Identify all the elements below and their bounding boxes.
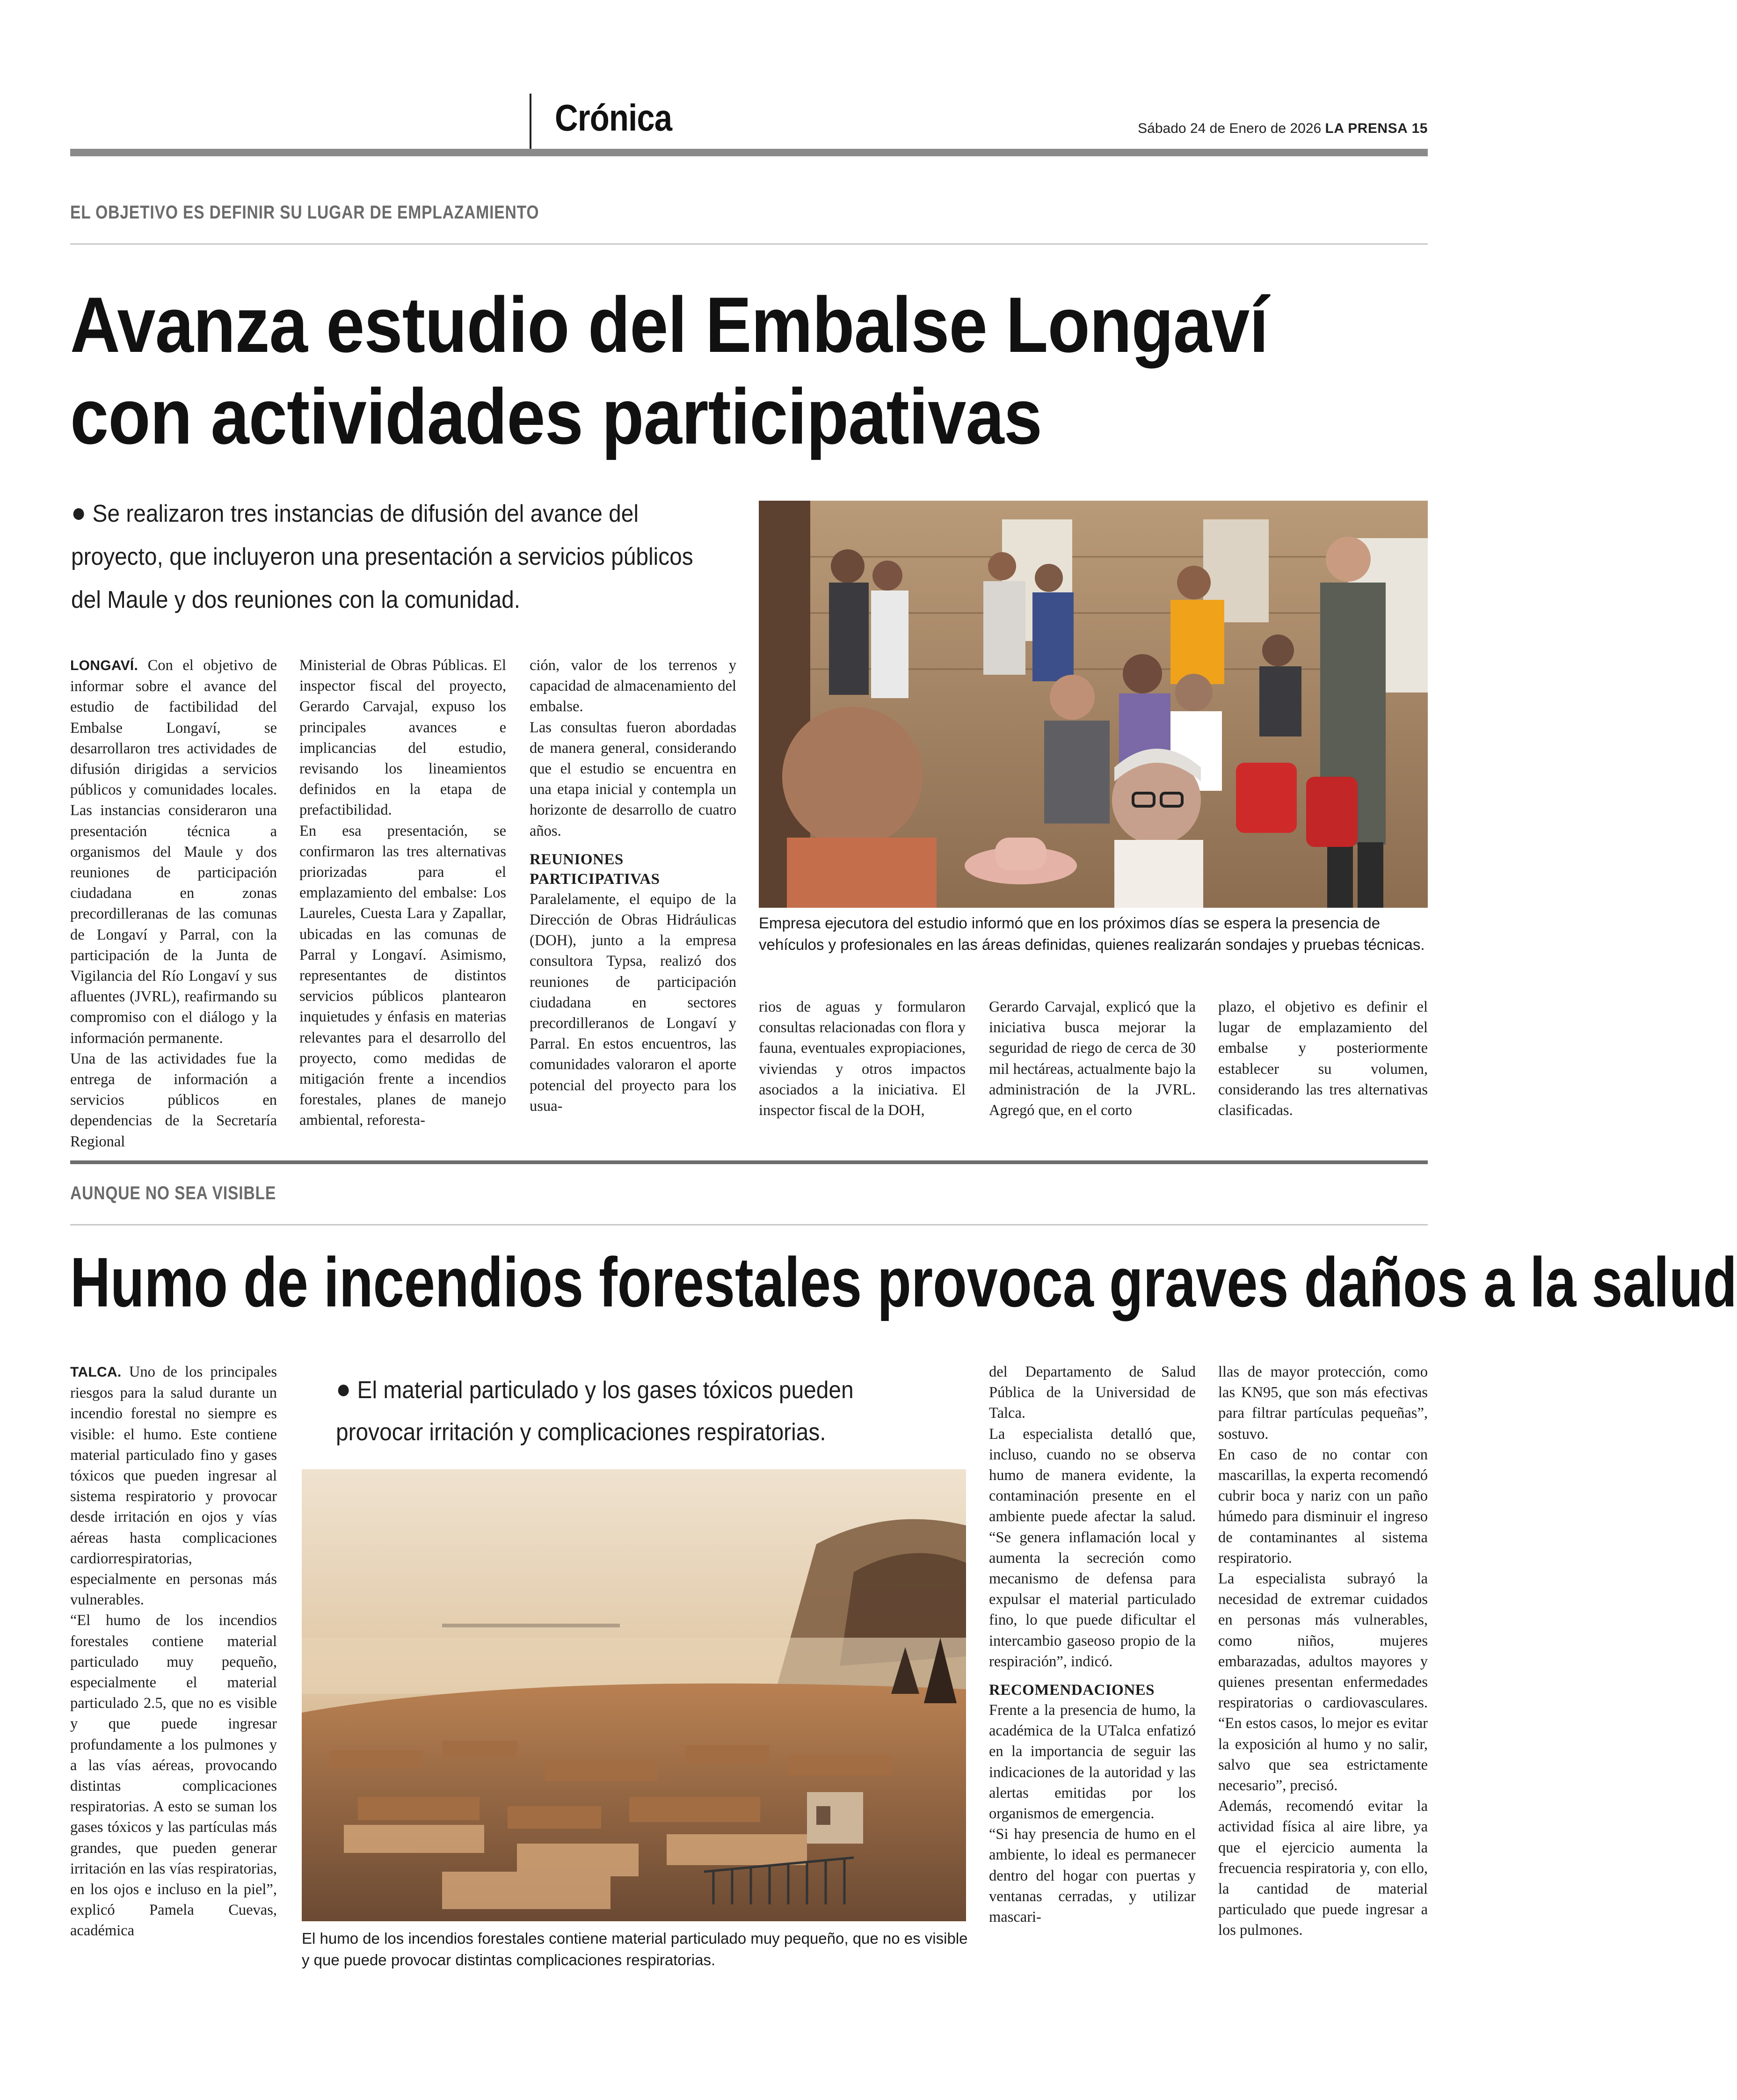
article1-column-5 — [989, 997, 1196, 1121]
article1-summary-text: Se realizaron tres instancias de difusión del avance del proyecto, que incluyeron una presentación a servicios públicos del Maule y dos reuniones con la comunidad. — [71, 500, 693, 613]
header-bar — [70, 149, 1428, 156]
paper-name: LA PRENSA — [1325, 121, 1408, 136]
article2-col3b-text: En caso de no contar con mascarillas, la experta recomendó cubrir boca y nariz con un paño húmedo para disminuir el ingreso de contaminantes al sistema respiratorio. — [1218, 1446, 1428, 1567]
article1-headline-line2: con actividades participativas — [70, 372, 1042, 460]
article1-column-6 — [1218, 997, 1428, 1121]
article2-dateline: TALCA. — [70, 1364, 122, 1380]
article2-col1a-text: Uno de los principales riesgos para la salud durante un incendio forestal no siempre es visible: el humo. Este contiene material particulado fino y gases tóxicos que pueden ingresar al sistema respiratorio y provocar desde irritación en ojos y vías aéreas hasta complicaciones cardiorrespiratorias, especialmente en personas más vulnerables. — [70, 1364, 277, 1609]
article2-col3c-text: La especialista subrayó la necesidad de extremar cuidados en personas más vulnerables, como niños, mujeres embarazadas, adultos mayores y quienes presentan enfermedades respiratorias o cardiovasculares. “En estos casos, lo mejor es evitar la exposición al humo y no salir, salvo que sea estrictamente necesario”, precisó. — [1218, 1570, 1428, 1794]
article1-dateline: LONGAVÍ. — [70, 658, 138, 673]
article2-col1b-text: “El humo de los incendios forestales contiene material particulado muy pequeño, especialmente el material particulado 2.5, que no es visible y que puede ingresar profundamente a los pulmones y a las vías aéreas, provocando distintas complicaciones respiratorias. A esto se suman los gases tóxicos y las partículas más grandes, que pueden generar irritación en las vías respiratorias, en los ojos e incluso en la piel”, explicó Pamela Cuevas, académica — [70, 1612, 277, 1940]
article1-headline-line1: Avanza estudio del Embalse Longaví — [70, 281, 1268, 369]
article1-subhead: REUNIONES PARTICIPATIVAS — [530, 851, 660, 888]
article1-col2a-text: Ministerial de Obras Públicas. El inspector fiscal del proyecto, Gerardo Carvajal, expuso los principales avances e implicancias del estudio, revisando los lineamientos definidos en la etapa de prefactibilidad. — [299, 657, 506, 819]
article2-photo — [302, 1469, 966, 1921]
section-title: Crónica — [555, 97, 672, 139]
article2-headline: Humo de incendios forestales provoca graves daños a la salud — [70, 1243, 1737, 1321]
article1-col4-text: rios de aguas y formularon consultas relacionadas con flora y fauna, eventuales expropiaciones, viviendas y otros impactos asociados a la iniciativa. El inspector fiscal de la DOH, — [759, 999, 966, 1119]
article1-headline — [70, 279, 1470, 462]
article2-photo-caption: El humo de los incendios forestales contiene material particulado muy pequeño, que no es visible y que puede provocar distintas complicaciones respiratorias. — [302, 1930, 968, 1969]
article1-column-3 — [530, 655, 736, 1116]
article1-col2b-text: En esa presentación, se confirmaron las tres alternativas priorizadas para el emplazamiento del embalse: Los Laureles, Cuesta Lara y Zapallar, ubicadas en las comunas de Parral y Longaví. Asimismo, representantes de distintos servicios públicos plantearon inquietudes y énfasis en materias relevantes para el desarrollo del proyecto, como medidas de mitigación frente a incendios forestales, planes de manejo ambiental, reforesta- — [299, 822, 506, 1129]
bullet-icon: ● — [71, 497, 87, 528]
article1-column-2 — [299, 655, 506, 1131]
article-separator — [70, 1160, 1428, 1164]
article2-kicker: AUNQUE NO SEA VISIBLE — [70, 1183, 276, 1203]
article1-col5-text: Gerardo Carvajal, explicó que la iniciativa busca mejorar la seguridad de riego de cerca de 30 mil hectáreas, actualmente bajo la administración de la JVRL. Agregó que, en el corto — [989, 999, 1196, 1119]
article1-kicker: EL OBJETIVO ES DEFINIR SU LUGAR DE EMPLAZAMIENTO — [70, 202, 539, 223]
article2-kicker-rule — [70, 1224, 1428, 1225]
article1-col3c-text: Paralelamente, el equipo de la Dirección de Obras Hidráulicas (DOH), junto a la empresa consultora Typsa, realizó dos reuniones de participación ciudadana en sectores precordilleranos de Longaví y Parral. En estos encuentros, las comunidades valoraron el aporte potencial del proyecto para los usua- — [530, 890, 736, 1115]
issue-date: Sábado 24 de Enero de 2026 — [1138, 121, 1322, 136]
article2-col3d-text: Además, recomendó evitar la actividad física al aire libre, ya que el ejercicio aumenta la frecuencia respiratoria y, con ello, la cantidad de material particulado que puede ingresar a los pulmones. — [1218, 1798, 1428, 1939]
article1-col6-text: plazo, el objetivo es definir el lugar de emplazamiento del embalse y posteriormente establecer su volumen, considerando las tres alternativas clasificadas. — [1218, 999, 1428, 1119]
article1-col1-text: Con el objetivo de informar sobre el avance del estudio de factibilidad del Embalse Longaví, se desarrollaron tres actividades de difusión dirigidas a servicios públicos y comunidades locales. Las instancias consideraron una presentación técnica a organismos del Maule y dos reuniones de participación ciudadana en zonas precordilleranas de las comunas de Longaví y Parral, con la participación de la Junta de Vigilancia del Río Longaví y sus afluentes (JVRL), reafirmando su compromiso con el diálogo y la información permanente. — [70, 657, 277, 1047]
article1-col1b-text: Una de las actividades fue la entrega de información a servicios públicos en dependencias de la Secretaría Regional — [70, 1050, 277, 1150]
article2-col2b-text: La especialista detalló que, incluso, cuando no se observa humo de manera evidente, la contaminación presente en el ambiente puede afectar la salud. “Se genera inflamación local y aumenta la secreción como mecanismo de defensa para expulsar el material particulado fino, lo que puede dificultar el intercambio gaseoso propio de la respiración”, indicó. — [989, 1425, 1196, 1670]
article1-col3a-text: ción, valor de los terrenos y capacidad de almacenamiento del embalse. — [530, 657, 736, 715]
article1-column-1 — [70, 655, 277, 1152]
article1-kicker-rule — [70, 243, 1428, 245]
article1-col3b-text: Las consultas fueron abordadas de manera general, considerando que el estudio se encuentra en una etapa inicial y contempla un horizonte de desarrollo de cuatro años. — [530, 719, 736, 839]
article2-subhead: RECOMENDACIONES — [989, 1682, 1155, 1699]
article1-photo — [759, 501, 1428, 908]
article2-summary-text: El material particulado y los gases tóxicos pueden provocar irritación y complicaciones respiratorias. — [336, 1377, 854, 1446]
article2-col3a-text: llas de mayor protección, como las KN95, que son más efectivas para filtrar partículas pequeñas”, sostuvo. — [1218, 1364, 1428, 1443]
article1-photo-caption: Empresa ejecutora del estudio informó que en los próximos días se espera la presencia de vehículos y profesionales en las áreas definidas, quienes realizarán sondajes y pruebas técnicas. — [759, 914, 1425, 953]
article2-col2d-text: “Si hay presencia de humo en el ambiente, lo ideal es permanecer dentro del hogar con puertas y ventanas cerradas, y utilizar mascari- — [989, 1826, 1196, 1926]
page-number: 15 — [1411, 121, 1428, 136]
article2-column-1 — [70, 1362, 277, 1941]
article2-summary — [336, 1368, 930, 1453]
article1-column-4 — [759, 997, 966, 1121]
header-divider — [530, 94, 531, 149]
fire-damage-photo-illustration — [302, 1469, 966, 1921]
issue-info — [982, 121, 1428, 137]
article1-summary — [71, 491, 717, 621]
bullet-icon: ● — [336, 1374, 351, 1404]
article2-column-3 — [1218, 1362, 1428, 1941]
meeting-photo-illustration — [759, 501, 1428, 908]
article2-column-2 — [989, 1362, 1196, 1927]
article2-col2a-text: del Departamento de Salud Pública de la Universidad de Talca. — [989, 1364, 1196, 1422]
article2-col2c-text: Frente a la presencia de humo, la académica de la UTalca enfatizó en la importancia de seguir las indicaciones de la autoridad y las alertas emitidas por los organismos de emergencia. — [989, 1702, 1196, 1823]
